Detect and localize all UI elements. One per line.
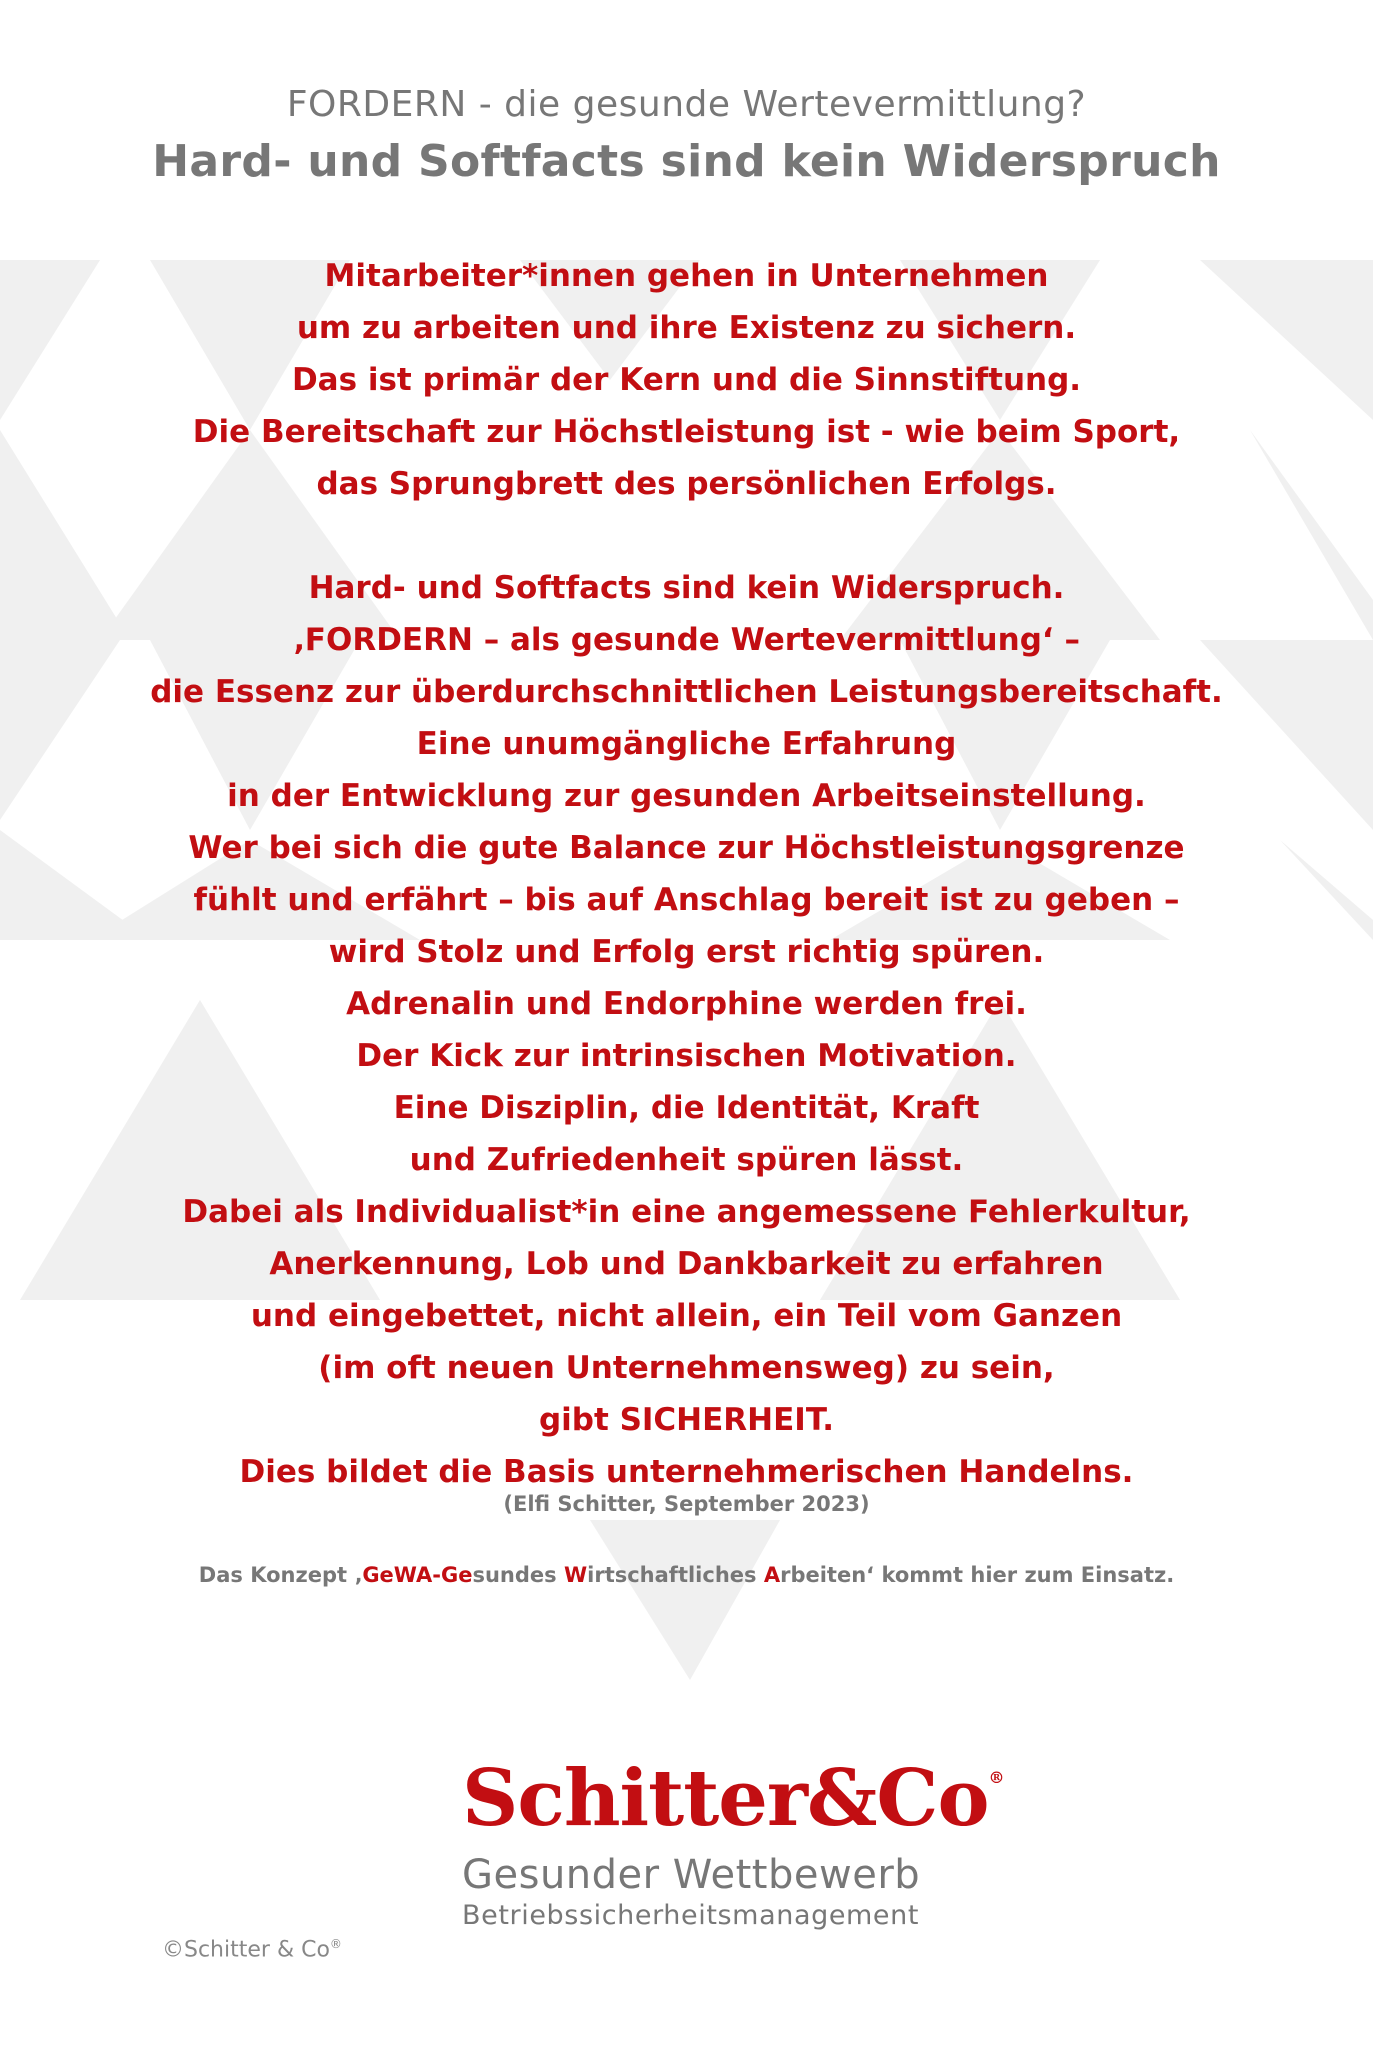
body-line: Der Kick zur intrinsischen Motivation.: [356, 1038, 1017, 1074]
body-line: Das ist primär der Kern und die Sinnstiftung.: [291, 362, 1082, 398]
body-line: Hard- und Softfacts sind kein Widerspruch.: [308, 570, 1065, 606]
concept-text: irtschaftliches: [587, 1563, 764, 1587]
body-line: um zu arbeiten und ihre Existenz zu sichern.: [296, 310, 1077, 346]
main-statement: [0, 250, 1373, 1498]
body-line: Dies bildet die Basis unternehmerischen Handelns.: [239, 1454, 1134, 1490]
copyright-notice: [162, 1937, 342, 1962]
body-line: Wer bei sich die gute Balance zur Höchstleistungsgrenze: [188, 830, 1185, 866]
concept-note: [0, 1563, 1373, 1587]
body-line: ‚FORDERN – als gesunde Wertevermittlung‘ –: [293, 622, 1080, 658]
body-line: wird Stolz und Erfolg erst richtig spüren.: [328, 934, 1045, 970]
registered-mark: ®: [988, 1768, 1005, 1787]
company-logo: [462, 1753, 1022, 1931]
concept-highlight: GeWA-Ge: [362, 1563, 473, 1587]
page-title-line-1: FORDERN - die gesunde Wertevermittlung?: [286, 84, 1087, 125]
concept-suffix: rbeiten‘ kommt hier zum Einsatz.: [780, 1563, 1175, 1587]
body-line: Adrenalin und Endorphine werden frei.: [346, 986, 1027, 1022]
body-line: Mitarbeiter*innen gehen in Unternehmen: [324, 258, 1049, 294]
paragraph-gap: [0, 510, 1373, 562]
body-line: Eine unumgängliche Erfahrung: [416, 726, 957, 762]
body-line: fühlt und erfährt – bis auf Anschlag bereit ist zu geben –: [193, 882, 1180, 918]
logo-name: Schitter&Co: [462, 1753, 989, 1844]
concept-prefix: Das Konzept ‚: [198, 1563, 363, 1587]
logo-tagline: Gesunder Wettbewerb: [462, 1852, 921, 1898]
body-line: Anerkennung, Lob und Dankbarkeit zu erfahren: [269, 1246, 1104, 1282]
body-line: die Essenz zur überdurchschnittlichen Leistungsbereitschaft.: [150, 674, 1223, 710]
body-line: und eingebettet, nicht allein, ein Teil vom Ganzen: [250, 1298, 1123, 1334]
copyright-text: ©Schitter & Co: [162, 1937, 330, 1963]
logo-wordmark: [462, 1753, 1022, 1844]
concept-highlight: A: [763, 1563, 781, 1587]
author-citation: (Elfi Schitter, September 2023): [503, 1492, 870, 1516]
body-line: Die Bereitschaft zur Höchstleistung ist - wie beim Sport,: [192, 414, 1181, 450]
body-line: Eine Disziplin, die Identität, Kraft: [393, 1090, 980, 1126]
body-line: und Zufriedenheit spüren lässt.: [409, 1142, 964, 1178]
logo-subtitle: Betriebssicherheitsmanagement: [462, 1900, 920, 1931]
body-line: in der Entwicklung zur gesunden Arbeitseinstellung.: [227, 778, 1146, 814]
body-line: Dabei als Individualist*in eine angemessene Fehlerkultur,: [182, 1194, 1191, 1230]
concept-highlight: W: [563, 1563, 588, 1587]
page-title-line-2: Hard- und Softfacts sind kein Widerspruch: [152, 136, 1221, 187]
body-line: (im oft neuen Unternehmensweg) zu sein,: [318, 1350, 1055, 1386]
copyright-registered-mark: ®: [329, 1937, 342, 1951]
body-line: das Sprungbrett des persönlichen Erfolgs.: [316, 466, 1057, 502]
body-line: gibt SICHERHEIT.: [538, 1402, 835, 1438]
concept-text: sundes: [472, 1563, 564, 1587]
